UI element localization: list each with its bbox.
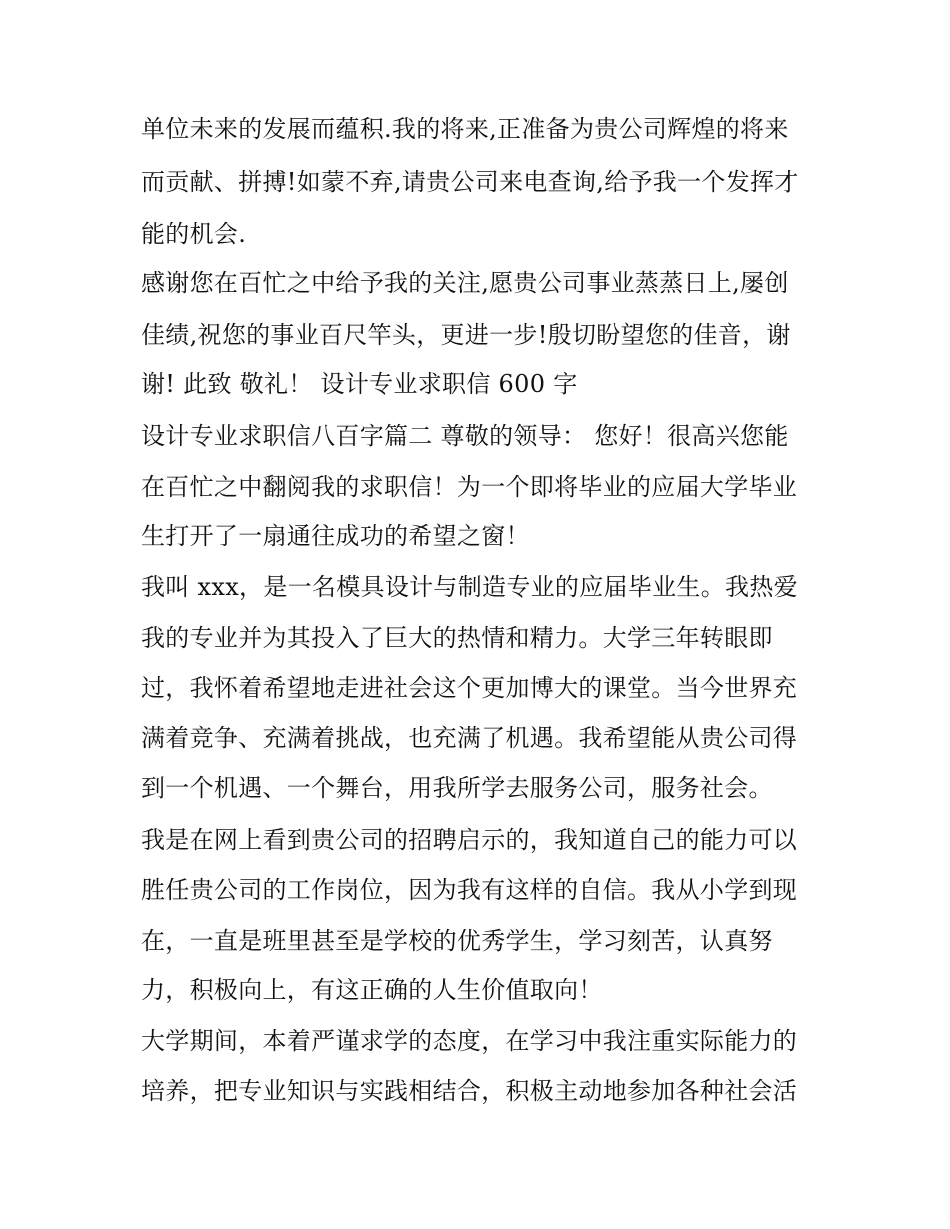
- text-line: 而贡献、拼搏!如蒙不弃,请贵公司来电查询,给予我一个发挥才: [141, 168, 799, 196]
- text-line: 力，积极向上，有这正确的人生价值取向！: [141, 976, 603, 1004]
- text-line: 培养，把专业知识与实践相结合，积极主动地参加各种社会活: [141, 1077, 798, 1105]
- text-line: 单位未来的发展而蕴积.我的将来,正准备为贵公司辉煌的将来: [141, 115, 789, 143]
- text-line: 感谢您在百忙之中给予我的关注,愿贵公司事业蒸蒸日上,屡创: [141, 269, 789, 297]
- text-line: 生打开了一扇通往成功的希望之窗！: [141, 522, 530, 550]
- text-line: 谢! 此致 敬礼！ 设计专业求职信 600 字: [141, 370, 578, 398]
- text-line: 能的机会.: [141, 220, 247, 248]
- text-line: 大学期间，本着严谨求学的态度，在学习中我注重实际能力的: [141, 1027, 798, 1055]
- text-line: 胜任贵公司的工作岗位，因为我有这样的自信。我从小学到现: [141, 876, 798, 904]
- text-line: 到一个机遇、一个舞台，用我所学去服务公司，服务社会。: [141, 774, 773, 802]
- text-line: 我的专业并为其投入了巨大的热情和精力。大学三年转眼即: [141, 624, 773, 652]
- text-line: 设计专业求职信八百字篇二 尊敬的领导： 您好！很高兴您能: [141, 422, 789, 450]
- text-line: 我叫 xxx，是一名模具设计与制造专业的应届毕业生。我热爱: [141, 573, 798, 601]
- text-line: 满着竞争、充满着挑战，也充满了机遇。我希望能从贵公司得: [141, 724, 798, 752]
- text-line: 在百忙之中翻阅我的求职信！为一个即将毕业的应届大学毕业: [141, 473, 798, 501]
- text-line: 佳绩,祝您的事业百尺竿头，更进一步!殷切盼望您的佳音，谢: [141, 321, 791, 349]
- text-line: 过，我怀着希望地走进社会这个更加博大的课堂。当今世界充: [141, 674, 798, 702]
- text-line: 在，一直是班里甚至是学校的优秀学生，学习刻苦，认真努: [141, 927, 773, 955]
- text-line: 我是在网上看到贵公司的招聘启示的，我知道自己的能力可以: [141, 826, 798, 854]
